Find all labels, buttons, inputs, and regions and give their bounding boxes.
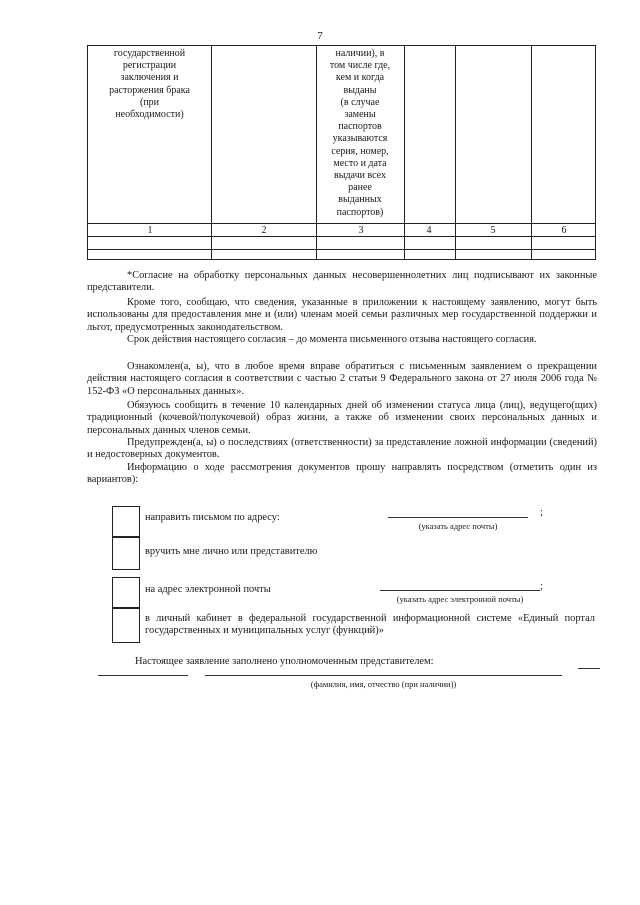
name-hint: (фамилия, имя, отчество (при наличии)) <box>310 679 457 689</box>
paragraph-consent-minors: *Согласие на обработку персональных данных несовершеннолетних лиц подписывают их законные представители. <box>87 270 597 294</box>
paragraph-warned: Предупрежден(а, ы) о последствиях (ответственности) за представление ложной информации (сведений) и недостоверных документов. <box>87 437 597 461</box>
cell-line: необходимости) <box>115 109 184 121</box>
cell-line: выданы <box>343 84 377 96</box>
paragraph-familiarized: Ознакомлен(а, ы), что в любое время вправе обратиться с письменным заявлением о прекращении действия настоящего согласия в соответствии с частью 2 статьи 9 Федерального закона от 27 июля 2006 года № 152-ФЗ «О персональных данных». <box>87 361 597 397</box>
mail-hint: (указать адрес почты) <box>418 521 498 531</box>
cell-line: серия, номер, <box>331 145 389 157</box>
page-number: 7 <box>317 30 323 42</box>
cell-line: замены <box>344 109 376 121</box>
cell-line: регистрации <box>122 60 177 72</box>
table-divider <box>404 46 405 259</box>
checkbox-email[interactable] <box>112 577 140 608</box>
full-name-line[interactable] <box>205 675 562 676</box>
checkbox-cabinet[interactable] <box>112 608 140 643</box>
option-by-mail-label: направить письмом по адресу: <box>145 512 280 523</box>
column-number: 5 <box>490 225 496 236</box>
paragraph-validity: Срок действия настоящего согласия – до момента письменного отзыва настоящего согласия. <box>127 334 537 345</box>
mail-address-line[interactable] <box>388 517 528 518</box>
column-number: 6 <box>561 225 567 236</box>
semicolon: ; <box>540 507 543 518</box>
table-cell-col3 <box>316 48 404 219</box>
checkbox-by-mail[interactable] <box>112 506 140 537</box>
cell-line: расторжения брака <box>109 84 190 96</box>
cell-line: место и дата <box>333 157 387 169</box>
cell-line: наличии), в <box>335 48 385 59</box>
checkbox-in-person[interactable] <box>112 537 140 570</box>
cell-line: (при <box>139 96 160 108</box>
cell-line: указываются <box>332 133 388 145</box>
paragraph-besides: Кроме того, сообщаю, что сведения, указанные в приложении к настоящему заявлению, могут быть использованы для предоставления мне и (или) членам моей семьи различных мер государственной поддержки и льгот, предусмотренных законодательством. <box>87 297 597 333</box>
cell-line: ранее <box>348 182 372 194</box>
data-table <box>87 45 596 260</box>
cell-line: кем и когда <box>335 72 385 84</box>
semicolon: ; <box>540 581 543 592</box>
cell-line: паспортов) <box>336 206 384 218</box>
option-email-label: на адрес электронной почты <box>145 584 271 595</box>
column-number: 1 <box>147 225 153 236</box>
table-cell-col1 <box>88 48 211 121</box>
filled-by-label: Настоящее заявление заполнено уполномоченным представителем: <box>135 656 434 667</box>
table-divider <box>455 46 456 259</box>
table-divider <box>531 46 532 259</box>
option-cabinet-label: в личный кабинет в федеральной государственной информационной системе «Единый портал государственных и муниципальных услуг (функций)» <box>145 613 595 637</box>
option-in-person-label: вручить мне лично или представителю <box>145 546 318 557</box>
cell-line: том числе где, <box>329 60 391 72</box>
cell-line: выдачи всех <box>334 170 386 182</box>
table-divider <box>88 236 595 237</box>
column-number: 2 <box>261 225 267 236</box>
cell-line: (в случае <box>340 96 380 108</box>
email-address-line[interactable] <box>380 590 540 591</box>
signature-line[interactable] <box>98 675 188 676</box>
date-line[interactable] <box>578 668 600 669</box>
cell-line: паспортов <box>338 121 382 133</box>
cell-line: заключения и <box>120 72 179 84</box>
cell-line: выданных <box>338 194 382 206</box>
table-divider <box>211 46 212 259</box>
table-divider <box>88 223 595 224</box>
email-hint: (указать адрес электронной почты) <box>396 594 524 604</box>
cell-line: государственной <box>113 48 186 59</box>
paragraph-info-request: Информацию о ходе рассмотрения документов прошу направлять посредством (отметить один из вариантов): <box>87 462 597 486</box>
column-number: 4 <box>426 225 432 236</box>
table-divider <box>88 249 595 250</box>
column-number: 3 <box>358 225 364 236</box>
paragraph-obligation: Обязуюсь сообщить в течение 10 календарных дней об изменении статуса лица (лиц), ведущего(щих) традиционный (кочевой/полукочевой) образ жизни, а также об изменении своих персональных данных и персональных данных членов семьи. <box>87 400 597 436</box>
